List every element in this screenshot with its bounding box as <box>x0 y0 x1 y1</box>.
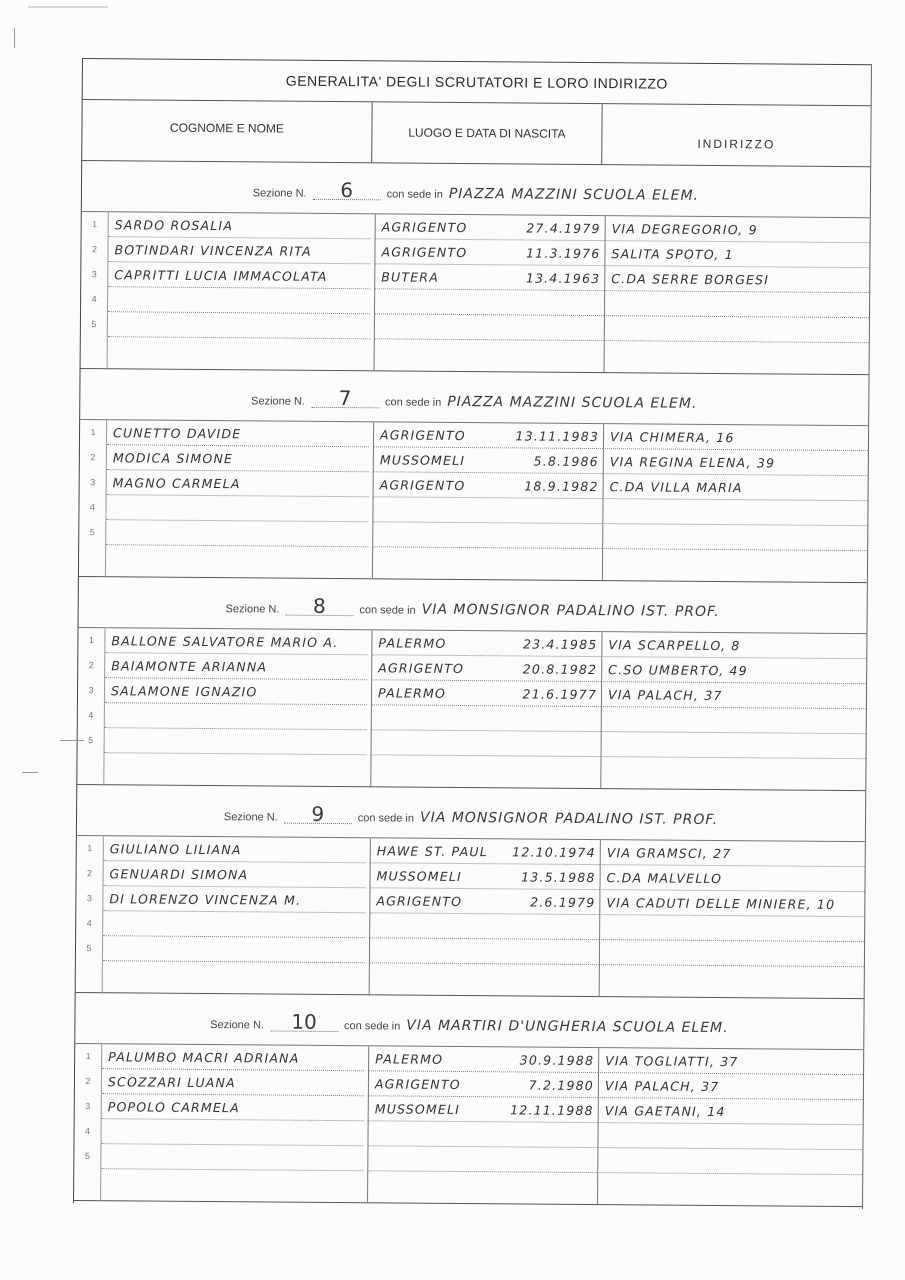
address-cell <box>604 316 869 343</box>
row-number: 5 <box>79 520 106 545</box>
birth-date: 20.8.1982 <box>522 661 598 678</box>
row-number: 2 <box>78 653 105 678</box>
section-label: Sezione N. <box>210 1019 265 1032</box>
scrutatore-name: BAIAMONTE ARIANNA <box>105 653 367 680</box>
section-label: Sezione N. <box>223 811 278 824</box>
row-number: 3 <box>76 886 103 911</box>
seat-label: con sede in <box>384 396 442 409</box>
sections-container <box>74 161 870 1207</box>
scrutatore-name: CAPRITTI LUCIA IMMACOLATA <box>108 262 370 289</box>
address-cell: VIA SCARPELLO, 8 <box>601 632 866 659</box>
row-number: 4 <box>74 1119 101 1144</box>
row-number: 1 <box>75 1044 102 1069</box>
scrutatore-name: MAGNO CARMELA <box>107 470 369 497</box>
address-cell <box>597 1148 862 1175</box>
birth-cell <box>373 422 603 449</box>
birth-cell <box>369 863 599 890</box>
row-number: 2 <box>75 1069 102 1094</box>
section-seat: PIAZZA MAZZINI SCUOLA ELEM. <box>447 393 698 412</box>
address-cell <box>604 291 869 318</box>
address-cell: VIA CHIMERA, 16 <box>603 424 868 451</box>
form-title: GENERALITA' DEGLI SCRUTATORI E LORO INDIRIZZO <box>83 59 871 106</box>
row-number: 1 <box>77 836 104 861</box>
birth-place: AGRIGENTO <box>379 477 466 494</box>
address-cell <box>599 940 864 967</box>
address-cell <box>599 915 864 942</box>
scrutatore-name: MODICA SIMONE <box>107 445 369 472</box>
birth-place: MUSSOMELI <box>374 1101 461 1118</box>
scrutatore-name <box>101 1119 363 1146</box>
address-cell: VIA CADUTI DELLE MINIERE, 10 <box>599 890 864 917</box>
birth-date: 12.11.1988 <box>510 1102 594 1119</box>
row-number: 4 <box>78 703 105 728</box>
scrutatore-name <box>105 703 367 730</box>
row-number: 5 <box>76 936 103 961</box>
scrutatore-name <box>105 728 367 755</box>
address-cell: C.DA MALVELLO <box>599 865 864 892</box>
row-number: 2 <box>80 445 107 470</box>
birth-place: AGRIGENTO <box>378 660 465 677</box>
seat-label: con sede in <box>343 1020 401 1033</box>
seat-label: con sede in <box>359 604 416 617</box>
section-7 <box>79 369 869 583</box>
row-number: 1 <box>78 628 105 653</box>
section-number: 9 <box>284 805 352 825</box>
scrutatore-name <box>106 520 368 547</box>
birth-date: 13.4.1963 <box>525 270 601 287</box>
section-number: 7 <box>311 389 379 409</box>
section-rows <box>77 628 866 791</box>
birth-place: MUSSOMELI <box>379 452 466 469</box>
scrutatore-name: GIULIANO LILIANA <box>104 836 366 863</box>
address-cell <box>597 1123 862 1150</box>
scrutatore-name: GENUARDI SIMONA <box>103 861 365 888</box>
birth-date: 12.10.1974 <box>512 844 596 861</box>
seat-label: con sede in <box>357 812 415 825</box>
birth-place: PALERMO <box>378 635 447 651</box>
birth-cell <box>371 680 601 707</box>
address-cell <box>602 499 867 526</box>
address-cell <box>602 524 867 551</box>
birth-date: 5.8.1986 <box>533 453 599 470</box>
section-rows <box>81 212 870 375</box>
section-seat: VIA MONSIGNOR PADALINO IST. PROF. <box>419 809 719 829</box>
row-number: 4 <box>79 495 106 520</box>
scan-mark <box>28 6 108 8</box>
birth-cell <box>374 264 604 291</box>
address-cell: VIA PALACH, 37 <box>601 682 866 709</box>
scan-mark <box>22 772 38 773</box>
section-header <box>79 577 867 634</box>
birth-place: AGRIGENTO <box>381 219 468 236</box>
birth-place: PALERMO <box>377 685 447 701</box>
birth-date: 30.9.1988 <box>519 1052 595 1069</box>
row-number: 5 <box>81 312 108 337</box>
birth-place: MUSSOMELI <box>376 868 462 885</box>
birth-cell <box>374 239 604 266</box>
section-header <box>82 161 870 218</box>
scrutatore-name <box>101 1144 363 1171</box>
birth-cell <box>369 888 599 915</box>
scrutatore-name <box>103 911 365 938</box>
address-cell: VIA GAETANI, 14 <box>598 1098 863 1125</box>
section-8 <box>77 577 867 791</box>
section-seat: VIA MARTIRI D'UNGHERIA SCUOLA ELEM. <box>406 1017 729 1037</box>
row-number: 3 <box>80 470 107 495</box>
birth-cell <box>375 214 605 241</box>
birth-cell <box>371 655 601 682</box>
section-number: 10 <box>270 1013 338 1033</box>
birth-cell <box>371 730 601 757</box>
birth-cell <box>368 1071 598 1098</box>
scan-mark <box>14 28 15 48</box>
section-6 <box>81 161 871 375</box>
section-label: Sezione N. <box>225 603 280 616</box>
address-cell: C.DA VILLA MARIA <box>603 474 868 501</box>
birth-cell <box>369 913 599 940</box>
address-cell: VIA GRAMSCI, 27 <box>600 840 865 867</box>
scrutatore-name: SARDO ROSALIA <box>109 212 371 239</box>
scrutatore-name: SCOZZARI LUANA <box>102 1069 364 1096</box>
scan-mark <box>60 740 84 741</box>
birth-cell <box>373 447 603 474</box>
scrutatore-name: BOTINDARI VINCENZA RITA <box>108 237 370 264</box>
address-cell <box>601 707 866 734</box>
birth-place: AGRIGENTO <box>379 427 466 444</box>
section-rows <box>79 420 868 583</box>
row-number: 3 <box>81 262 108 287</box>
birth-date: 11.3.1976 <box>526 245 601 262</box>
column-headers <box>82 100 870 167</box>
birth-date: 13.5.1988 <box>521 869 596 886</box>
birth-cell <box>371 705 601 732</box>
scrutatore-name: BALLONE SALVATORE MARIO A. <box>105 628 367 655</box>
row-number: 2 <box>76 861 103 886</box>
row-number: 3 <box>75 1094 102 1119</box>
section-rows <box>76 836 865 999</box>
birth-place: AGRIGENTO <box>374 1076 461 1093</box>
address-cell: VIA DEGREGORIO, 9 <box>605 216 870 243</box>
address-cell: C.SO UMBERTO, 49 <box>601 657 866 684</box>
birth-date: 23.4.1985 <box>522 636 598 653</box>
birth-cell <box>372 522 602 549</box>
scrutatore-name <box>103 936 365 963</box>
table-row-extra <box>74 1169 862 1207</box>
row-number: 4 <box>81 287 108 312</box>
address-cell <box>601 732 866 759</box>
section-rows <box>74 1044 863 1207</box>
scrutatore-name: PALUMBO MACRI ADRIANA <box>102 1044 364 1071</box>
section-label: Sezione N. <box>252 187 307 200</box>
section-label: Sezione N. <box>251 395 306 408</box>
birth-cell <box>368 1096 598 1123</box>
birth-cell <box>367 1121 597 1148</box>
row-number: 3 <box>78 678 105 703</box>
column-header-name: COGNOME E NOME <box>82 100 372 162</box>
section-10 <box>74 993 864 1207</box>
scrutatore-name <box>106 495 368 522</box>
scrutatore-name <box>108 312 370 339</box>
column-header-address: INDIRIZZO <box>697 136 776 152</box>
address-cell: VIA TOGLIATTI, 37 <box>598 1048 863 1075</box>
birth-place: BUTERA <box>381 269 440 285</box>
birth-cell <box>368 1046 598 1073</box>
section-header <box>80 369 868 426</box>
birth-date: 2.6.1979 <box>530 894 596 911</box>
row-number: 1 <box>80 420 107 445</box>
birth-cell <box>373 472 603 499</box>
birth-date: 27.4.1979 <box>526 220 601 237</box>
section-header <box>75 993 863 1050</box>
birth-place: AGRIGENTO <box>376 893 463 910</box>
scrutatore-name: POPOLO CARMELA <box>102 1094 364 1121</box>
scrutatore-name: SALAMONE IGNAZIO <box>105 678 367 705</box>
birth-place: AGRIGENTO <box>381 244 468 261</box>
scrutatore-name: CUNETTO DAVIDE <box>107 420 369 447</box>
birth-cell <box>370 838 600 865</box>
section-seat: PIAZZA MAZZINI SCUOLA ELEM. <box>448 185 700 204</box>
scrutatore-name: DI LORENZO VINCENZA M. <box>103 886 365 913</box>
address-cell: VIA PALACH, 37 <box>598 1073 863 1100</box>
scrutatori-form <box>73 58 872 1209</box>
row-number: 2 <box>81 237 108 262</box>
section-number: 6 <box>313 181 381 201</box>
row-number: 1 <box>82 212 109 237</box>
birth-cell <box>367 1146 597 1173</box>
birth-place: PALERMO <box>375 1051 444 1067</box>
birth-cell <box>371 630 601 657</box>
birth-cell <box>372 497 602 524</box>
birth-cell <box>374 289 604 316</box>
row-number: 5 <box>74 1144 101 1169</box>
birth-date: 13.11.1983 <box>515 428 600 445</box>
birth-place: HAWE ST. PAUL <box>376 843 489 860</box>
birth-date: 7.2.1980 <box>528 1077 595 1094</box>
birth-cell <box>374 314 604 341</box>
birth-date: 21.6.1977 <box>522 686 598 703</box>
section-9 <box>76 785 866 999</box>
section-header <box>77 785 865 842</box>
address-cell: SALITA SPOTO, 1 <box>604 241 869 268</box>
row-number: 5 <box>78 728 105 753</box>
column-header-birth: LUOGO E DATA DI NASCITA <box>372 102 602 164</box>
address-cell: C.DA SERRE BORGESI <box>604 266 869 293</box>
address-cell: VIA REGINA ELENA, 39 <box>603 449 868 476</box>
birth-cell <box>369 938 599 965</box>
section-seat: VIA MONSIGNOR PADALINO IST. PROF. <box>421 601 720 621</box>
section-number: 8 <box>285 597 353 617</box>
birth-date: 18.9.1982 <box>524 478 599 495</box>
row-number: 4 <box>76 911 103 936</box>
seat-label: con sede in <box>386 188 443 201</box>
scrutatore-name <box>108 287 370 314</box>
